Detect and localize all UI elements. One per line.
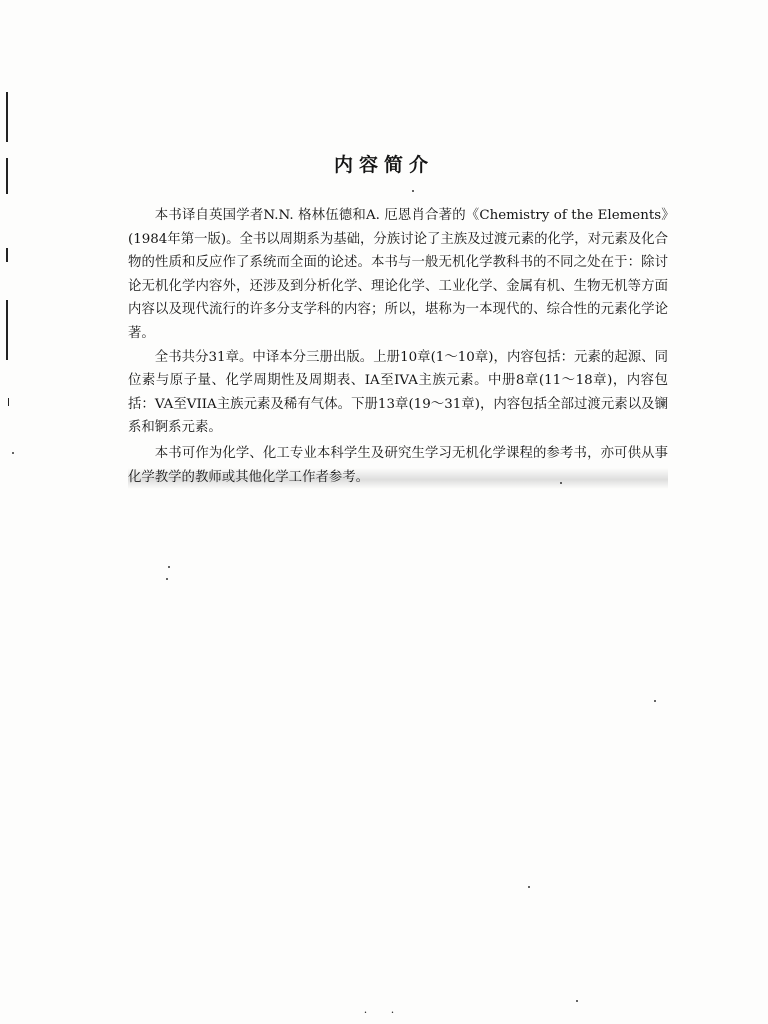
paragraph-1: 本书译自英国学者N.N. 格林伍德和A. 厄恩肖合著的《Chemistry of the Elements》(1984年第一版)。全书以周期系为基础，分族讨论了主族及过渡元素的化学，对元素及化合物的性质和反应作了系统而全面的论述。本书与一般无机化学教科书的不同之处在于：除讨论无机化学内容外，还涉及到分析化学、理论化学、工业化学、金属有机、生物无机等方面内容以及现代流行的许多分支学科的内容；所以，堪称为一本现代的、综合性的元素化学论著。 [128,208,668,341]
scan-speck [412,190,414,192]
scan-speck [12,452,14,454]
scan-speck [168,566,170,568]
page-title: 内容简介 [333,154,434,176]
paragraph-3: 本书可作为化学、化工专业本科学生及研究生学习无机化学课程的参考书，亦可供从事化学教学的教师或其他化学工作者参考。 [128,442,668,489]
scan-speck [576,1000,578,1002]
scan-speck [654,700,656,702]
summary-body [128,204,668,489]
scan-speck [166,578,168,580]
scan-edge-mark [6,248,8,262]
scan-edge-mark [8,398,9,406]
page-number: · · [363,1006,405,1019]
scan-edge-mark [6,92,8,142]
scan-edge-mark [6,300,8,360]
paragraph-2: 全书共分31章。中译本分三册出版。上册10章(1～10章)，内容包括：元素的起源、同位素与原子量、化学周期性及周期表、IA至IVA主族元素。中册8章(11～18章)，内容包括：VA至VIIA主族元素及稀有气体。下册13章(19～31章)，内容包括全部过渡元素以及镧系和锕系元素。 [128,349,668,436]
scan-speck [528,886,530,888]
